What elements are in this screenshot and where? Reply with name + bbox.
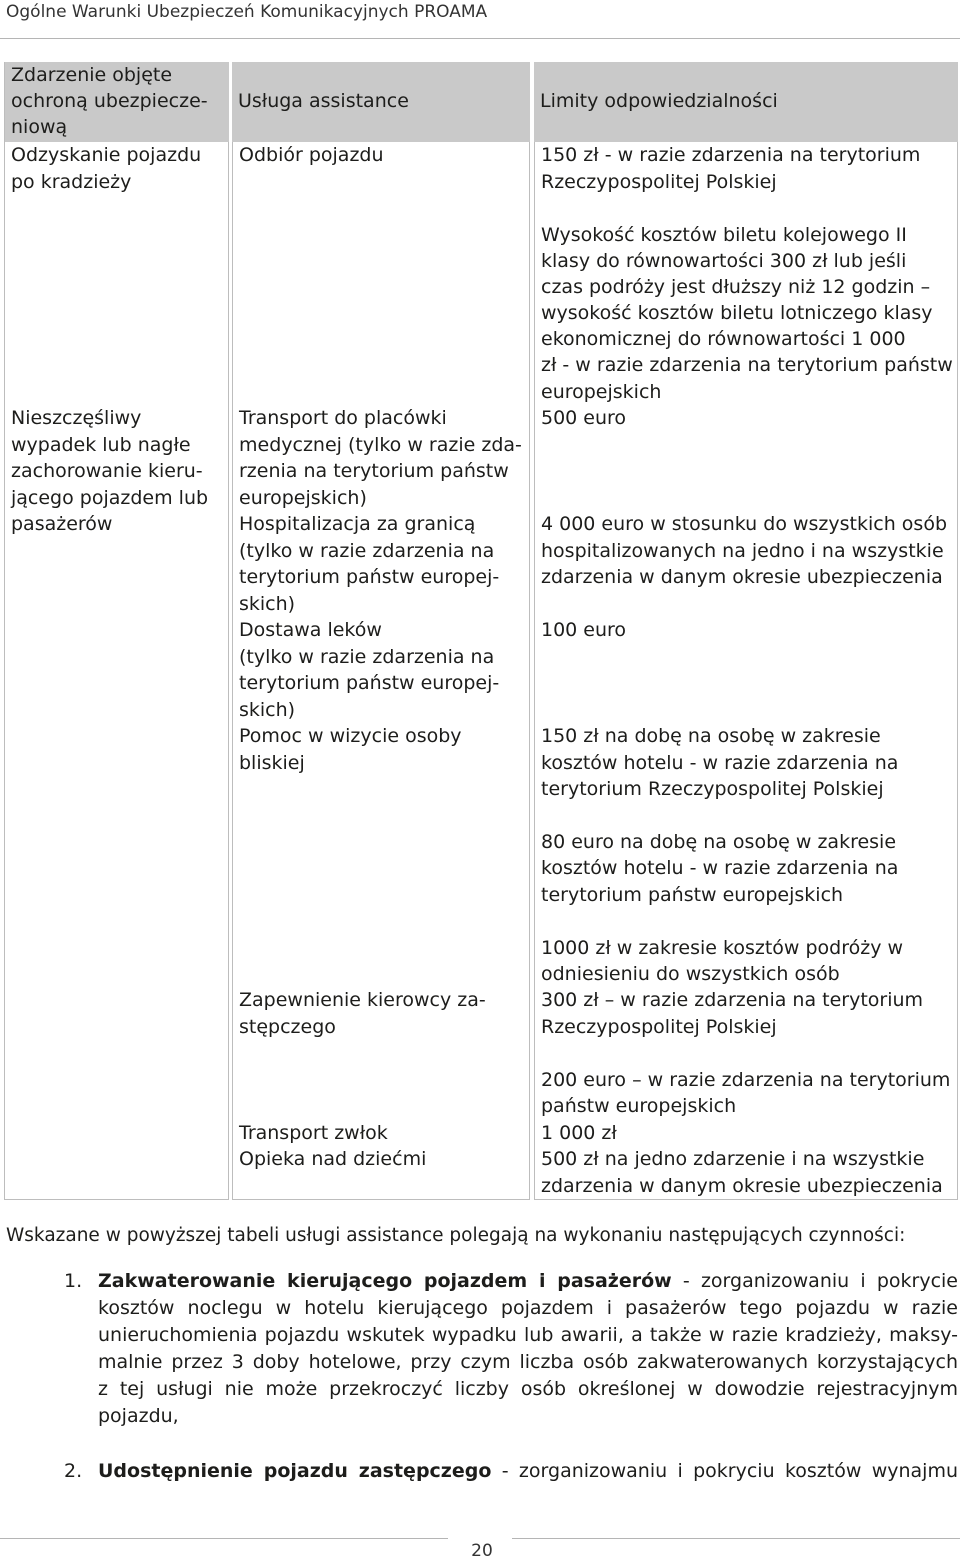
limit-text: 80 euro na dobę na osobę w zakresie [541, 831, 897, 853]
event-text: po kradzieży [11, 171, 132, 193]
service-text: Transport zwłok [239, 1122, 388, 1144]
event-text: Nieszczęśliwy [11, 407, 142, 429]
limit-text: 500 euro [541, 407, 627, 429]
limit-text: Rzeczypospolitej Polskiej [541, 171, 777, 193]
list-lead: Zakwaterowanie kierującego pojazdem i pasażerów [98, 1270, 672, 1292]
limit-text: czas podróży jest dłuższy niż 12 godzin – [541, 276, 931, 298]
header-text: Usługa assistance [238, 90, 409, 112]
service-text: Opieka nad dziećmi [239, 1148, 427, 1170]
limit-text: 300 zł – w razie zdarzenia na terytorium [541, 989, 924, 1011]
list-text: - zorganizowaniu i pokryciu kosztów wynajmu [491, 1460, 959, 1482]
limit-text: europejskich [541, 381, 662, 403]
service-text: stępczego [239, 1016, 336, 1038]
service-text: Transport do placówki [239, 407, 447, 429]
limit-text: odniesieniu do wszystkich osób [541, 963, 840, 985]
service-text: bliskiej [239, 752, 305, 774]
service-text: europejskich) [239, 487, 367, 509]
list-line: pojazdu, [98, 1405, 179, 1427]
service-text: Dostawa leków [239, 619, 382, 641]
list-text: - zorganizowaniu i pokrycie [671, 1270, 958, 1292]
limit-text: 1 000 zł [541, 1122, 617, 1144]
header-divider [0, 38, 960, 39]
service-text: skich) [239, 593, 296, 615]
event-column-body [4, 142, 229, 1200]
header-text: Zdarzenie objęte [11, 64, 173, 86]
limit-text: 150 zł na dobę na osobę w zakresie [541, 725, 881, 747]
limit-text: zł - w razie zdarzenia na terytorium państw [541, 354, 953, 376]
limit-text: państw europejskich [541, 1095, 737, 1117]
limits-column-body [534, 142, 958, 1200]
service-text: terytorium państw europej- [239, 566, 500, 588]
event-column [4, 62, 229, 1200]
service-text: Odbiór pojazdu [239, 144, 384, 166]
service-text: terytorium państw europej- [239, 672, 500, 694]
limit-text: Wysokość kosztów biletu kolejowego II [541, 224, 907, 246]
limit-text: 100 euro [541, 619, 627, 641]
event-column-header [4, 62, 229, 142]
list-line [98, 1268, 958, 1295]
footer-divider [512, 1538, 960, 1539]
limits-column [534, 62, 958, 1200]
assistance-table [4, 62, 958, 1200]
limit-text: klasy do równowartości 300 zł lub jeśli [541, 250, 907, 272]
header-text: Limity odpowiedzialności [540, 90, 778, 112]
service-text: rzenia na terytorium państw [239, 460, 509, 482]
limit-text: 200 euro – w razie zdarzenia na terytorium [541, 1069, 951, 1091]
limit-text: 500 zł na jedno zdarzenie i na wszystkie [541, 1148, 925, 1170]
limit-text: 150 zł - w razie zdarzenia na terytorium [541, 144, 921, 166]
event-text: Odzyskanie pojazdu [11, 144, 202, 166]
service-text: Pomoc w wizycie osoby [239, 725, 462, 747]
limit-text: zdarzenia w danym okresie ubezpieczenia [541, 1175, 943, 1197]
service-column-header [232, 62, 530, 142]
service-text: (tylko w razie zdarzenia na [239, 646, 495, 668]
limit-text: hospitalizowanych na jedno i na wszystkie [541, 540, 944, 562]
list-line [98, 1458, 958, 1485]
page-number: 20 [471, 1541, 493, 1561]
limit-text: terytorium Rzeczypospolitej Polskiej [541, 778, 884, 800]
service-text: (tylko w razie zdarzenia na [239, 540, 495, 562]
header-text: niową [11, 116, 68, 138]
event-text: pasażerów [11, 513, 113, 535]
limit-text: Rzeczypospolitej Polskiej [541, 1016, 777, 1038]
document-title: Ogólne Warunki Ubezpieczeń Komunikacyjnych PROAMA [6, 2, 488, 22]
list-number: 1. [64, 1270, 83, 1292]
list-line: unieruchomienia pojazdu wskutek wypadku lub awarii, a także w razie kradzieży, maksy- [98, 1324, 958, 1346]
header-text: ochroną ubezpiecze- [11, 90, 208, 112]
limit-text: ekonomicznej do równowartości 1 000 [541, 328, 906, 350]
limit-text: zdarzenia w danym okresie ubezpieczenia [541, 566, 943, 588]
limit-text: 4 000 euro w stosunku do wszystkich osób [541, 513, 948, 535]
list-line: z tej usługi nie może przekroczyć liczby osób określonej w dowodzie rejestracyjnym [98, 1378, 958, 1400]
service-text: Hospitalizacja za granicą [239, 513, 476, 535]
limit-text: kosztów hotelu - w razie zdarzenia na [541, 857, 899, 879]
limit-text: wysokość kosztów biletu lotniczego klasy [541, 302, 933, 324]
limit-text: kosztów hotelu - w razie zdarzenia na [541, 752, 899, 774]
service-column-body [232, 142, 530, 1200]
list-line: malnie przez 3 doby hotelowe, przy czym liczba osób zakwaterowanych korzystających [98, 1351, 958, 1373]
list-number: 2. [64, 1460, 83, 1482]
service-text: Zapewnienie kierowcy za- [239, 989, 486, 1011]
event-text: wypadek lub nagłe [11, 434, 191, 456]
service-column [232, 62, 530, 1200]
intro-paragraph: Wskazane w powyższej tabeli usługi assistance polegają na wykonaniu następujących czynności: [6, 1225, 906, 1246]
list-line: kosztów noclegu w hotelu kierującego pojazdem i pasażerów tego pojazdu w razie [98, 1297, 958, 1319]
limits-column-header [534, 62, 958, 142]
limit-text: terytorium państw europejskich [541, 884, 844, 906]
service-text: skich) [239, 699, 296, 721]
event-text: zachorowanie kieru- [11, 460, 203, 482]
limit-text: 1000 zł w zakresie kosztów podróży w [541, 937, 904, 959]
event-text: jącego pojazdem lub [11, 487, 209, 509]
list-lead: Udostępnienie pojazdu zastępczego [98, 1460, 492, 1482]
footer-divider [0, 1538, 448, 1539]
service-text: medycznej (tylko w razie zda- [239, 434, 522, 456]
